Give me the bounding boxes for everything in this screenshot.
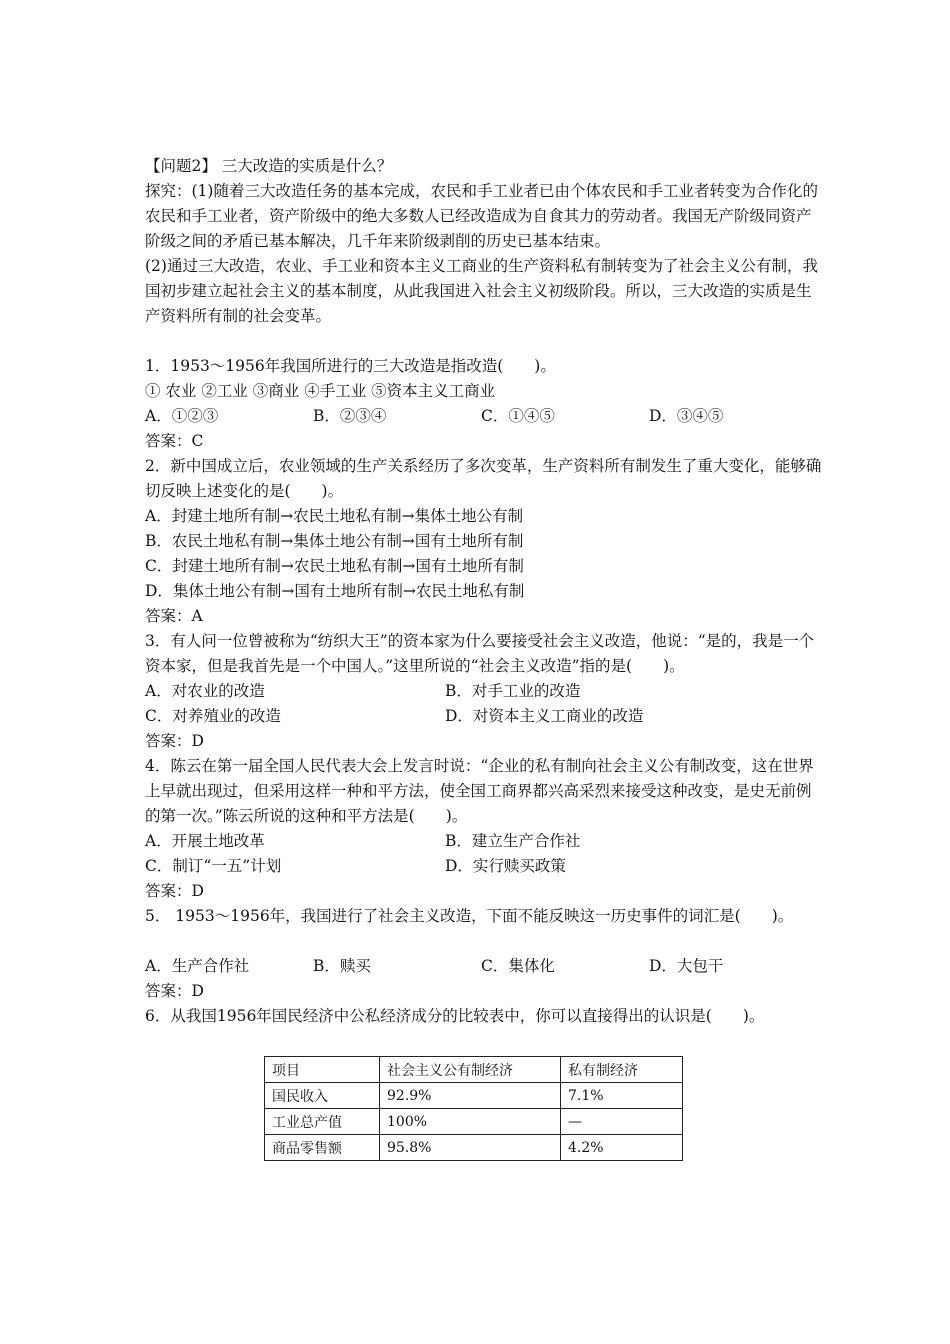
q1-option-b: B．②③④ — [313, 407, 387, 425]
q5-stem: 5． 1953～1956年，我国进行了社会主义改造，下面不能反映这一历史事件的词汇是( )。 — [145, 907, 794, 925]
q3-options-row-1 — [145, 679, 825, 704]
table-cell: 商品零售额 — [265, 1135, 380, 1161]
q5-option-a: A．生产合作社 — [145, 957, 250, 975]
table-header-row — [265, 1057, 683, 1083]
q2-answer: 答案：A — [145, 607, 203, 625]
q2-option-b: B．农民土地私有制→集体土地公有制→国有土地所有制 — [145, 532, 524, 550]
q3-option-c: C．对养殖业的改造 — [145, 707, 281, 725]
q2-option-a: A．封建土地所有制→农民土地私有制→集体土地公有制 — [145, 507, 524, 525]
table-header-cell: 社会主义公有制经济 — [380, 1057, 561, 1083]
q1-options — [145, 404, 825, 429]
q3-option-d: D．对资本主义工商业的改造 — [445, 707, 644, 725]
table-cell: 92.9% — [380, 1083, 561, 1109]
q1-stem: 1．1953～1956年我国所进行的三大改造是指改造( )。 — [145, 357, 556, 375]
q5-options — [145, 954, 825, 979]
q3-stem: 3．有人问一位曾被称为“纺织大王”的资本家为什么要接受社会主义改造，他说：“是的，我是一个资本家，但是我首先是一个中国人。”这里所说的“社会主义改造”指的是( )。 — [145, 632, 815, 675]
table-cell: 100% — [380, 1109, 561, 1135]
q4-option-c: C．制订“一五”计划 — [145, 857, 282, 875]
table-row — [265, 1109, 683, 1135]
table-row — [265, 1083, 683, 1109]
table-cell: 工业总产值 — [265, 1109, 380, 1135]
table-cell: 国民收入 — [265, 1083, 380, 1109]
table-header-cell: 项目 — [265, 1057, 380, 1083]
q5-option-c: C．集体化 — [481, 957, 555, 975]
q4-stem: 4．陈云在第一届全国人民代表大会上发言时说：“企业的私有制向社会主义公有制改变，这在世界上早就出现过，但采用这样一种和平方法，使全国工商界都兴高采烈来接受这种改变，是史无前例的第一次。”陈云所说的这种和平方法是( )。 — [145, 757, 814, 825]
explore-paragraph-2: (2)通过三大改造，农业、手工业和资本主义工商业的生产资料私有制转变为了社会主义公有制，我国初步建立起社会主义的基本制度，从此我国进入社会主义初级阶段。所以，三大改造的实质是生产资料所有制的社会变革。 — [145, 257, 818, 325]
q1-items: ① 农业 ②工业 ③商业 ④手工业 ⑤资本主义工商业 — [145, 382, 496, 400]
spacer — [145, 329, 825, 354]
q3-option-b: B．对手工业的改造 — [445, 682, 581, 700]
q1-option-d: D．③④⑤ — [649, 407, 724, 425]
q3-option-a: A．对农业的改造 — [145, 682, 265, 700]
q1-answer: 答案：C — [145, 432, 204, 450]
q1-option-a: A．①②③ — [145, 407, 219, 425]
table-cell: 95.8% — [380, 1135, 561, 1161]
q5-option-b: B．赎买 — [313, 957, 371, 975]
table-cell: — — [561, 1109, 683, 1135]
q1-option-c: C．①④⑤ — [481, 407, 555, 425]
q4-option-a: A．开展土地改革 — [145, 832, 265, 850]
q2-stem: 2．新中国成立后，农业领域的生产关系经历了多次变革，生产资料所有制发生了重大变化，能够确切反映上述变化的是( )。 — [145, 457, 822, 500]
table-row — [265, 1135, 683, 1161]
q4-options-row-1 — [145, 829, 825, 854]
q4-option-d: D．实行赎买政策 — [445, 857, 566, 875]
q3-answer: 答案：D — [145, 732, 204, 750]
q4-options-row-2 — [145, 854, 825, 879]
section-heading: 【问题2】 三大改造的实质是什么？ — [145, 157, 393, 175]
explore-paragraph-1: 探究：(1)随着三大改造任务的基本完成，农民和手工业者已由个体农民和手工业者转变为合作化的农民和手工业者，资产阶级中的绝大多数人已经改造成为自食其力的劳动者。我国无产阶级同资产阶级之间的矛盾已基本解决，几千年来阶级剥削的历史已基本结束。 — [145, 182, 818, 250]
q6-stem: 6．从我国1956年国民经济中公私经济成分的比较表中，你可以直接得出的认识是( )。 — [145, 1007, 765, 1025]
economy-comparison-table — [264, 1056, 683, 1161]
q2-option-d: D．集体土地公有制→国有土地所有制→农民土地私有制 — [145, 582, 525, 600]
q5-answer: 答案：D — [145, 982, 204, 1000]
q3-options-row-2 — [145, 704, 825, 729]
q4-option-b: B．建立生产合作社 — [445, 832, 581, 850]
table-cell: 4.2% — [561, 1135, 683, 1161]
q2-option-c: C．封建土地所有制→农民土地私有制→国有土地所有制 — [145, 557, 524, 575]
table-header-cell: 私有制经济 — [561, 1057, 683, 1083]
q4-answer: 答案：D — [145, 882, 204, 900]
q5-option-d: D．大包干 — [649, 957, 724, 975]
document-body — [145, 154, 825, 1029]
table-cell: 7.1% — [561, 1083, 683, 1109]
